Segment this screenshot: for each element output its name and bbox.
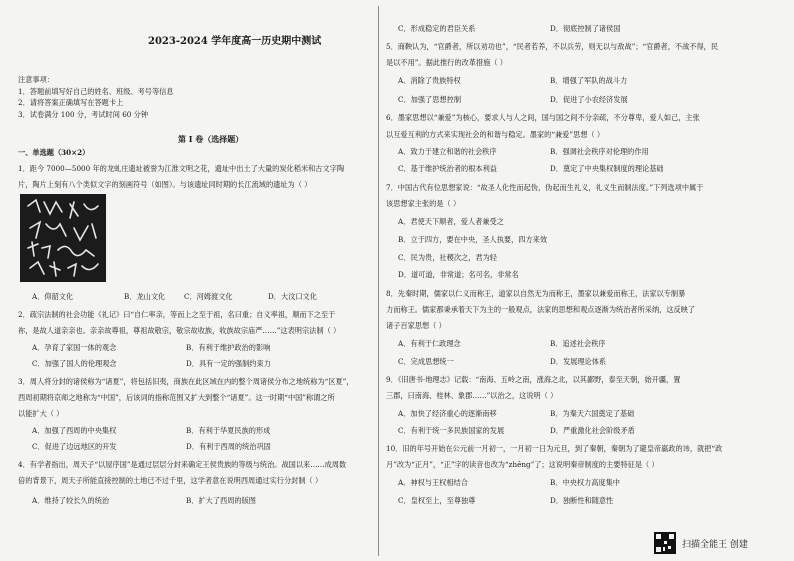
scanner-watermark: 扫描全能王 创建 bbox=[682, 540, 748, 550]
option: B．为秦天六国奠定了基础 bbox=[550, 409, 635, 418]
option: C．基于维护统治者的根本利益 bbox=[398, 164, 497, 173]
question-line: 力而称王。儒家都秉承着天下为主的一般观点，法家的思想和观点逐渐为统治者所采纳，这反映了 bbox=[386, 305, 696, 314]
question-line: 3．周人将分封的诸侯称为“诸夏”，将包括旧夷，商族在此区域在内的整个周诸侯分布之地统称为“区夏”， bbox=[18, 377, 354, 386]
option: A．加强了西周的中央集权 bbox=[32, 426, 117, 435]
right-column bbox=[382, 0, 794, 561]
question-line: 1．距今 7000—5000 年的龙虬庄遗址被誉为江淮文明之花，遗址中出土了大量的炭化稻米和古文字陶 bbox=[18, 164, 345, 173]
option: D．彻底控制了诸侯国 bbox=[550, 24, 621, 33]
part-heading: 一、单选题（30×2） bbox=[18, 148, 90, 157]
notice-item: 2．请将答案正确填写在答题卡上 bbox=[18, 98, 124, 107]
question-line: 8．先秦时期，儒家以仁义而称王，道家以自然无为而称王，墨家以兼爱而称王，法家以专制暴 bbox=[386, 289, 686, 298]
question-line: 诸子百家思想（ ） bbox=[386, 321, 446, 330]
option: D．严重激化社会阶级矛盾 bbox=[550, 426, 635, 435]
option: C．完成思想统一 bbox=[398, 357, 454, 366]
question-line: 片，陶片上刻有八个类似文字的刻画符号（如图）。与该遗址同时期的长江流域的遗址为（ ） bbox=[18, 180, 312, 189]
question-line: 倍的背景下，周天子所能直接控制的土地已不过千里，这学者意在说明西周通过实行分封制（ ） bbox=[18, 476, 323, 485]
question-line: 以互爱互利的方式来实现社会的和谐与稳定。墨家的“兼爱”思想（ ） bbox=[386, 130, 605, 139]
option: B．龙山文化 bbox=[124, 292, 166, 301]
question-line: 西周初期将京师之地称为“中国”，后该词的指称范围又扩大到整个“诸夏”。这一时期“中国”称谓之所 bbox=[18, 393, 335, 402]
option: D．独断性和随意性 bbox=[550, 496, 614, 505]
option: C．加强了国人的伦理观念 bbox=[32, 359, 117, 368]
question-line: 5．商鞅认为，“官爵者，所以劝功也”，“民者若养，不以兵劳，则无以与敌战”；“官爵者，不战不得，民 bbox=[386, 42, 719, 51]
option: B．有利于维护政治的影响 bbox=[186, 343, 271, 352]
option: A．维持了较长久的统治 bbox=[32, 496, 110, 505]
notice-heading: 注意事项： bbox=[18, 75, 54, 84]
question-line: 7．中国古代有位思想家说：“故圣人化性而起伪，伪起而生礼义，礼义生而制法度。”下列选项中属于 bbox=[386, 183, 704, 192]
section-title: 第 I 卷（选择题） bbox=[178, 134, 244, 144]
option: A．致力于建立和谐的社会秩序 bbox=[398, 147, 497, 156]
option: A．孕育了家国一体的观念 bbox=[32, 343, 117, 352]
option: D．发展理论体系 bbox=[550, 357, 607, 366]
question-line: 9．《旧唐书·地理志》记载：“南海、五岭之南，涨海之北，以其鄙野，泰至天朝，始开疆，置 bbox=[386, 375, 681, 384]
question-line: 10．旧的年号开始在公元前一月初一，一月初一日为元旦，到了秦朝，秦朝为了避皇帝嬴政的讳，就把“政 bbox=[386, 444, 723, 453]
option: C．民为贵，社稷次之，君为轻 bbox=[398, 253, 497, 262]
option: C．形成稳定的君臣关系 bbox=[398, 24, 476, 33]
option: B．有利于华夏民族的形成 bbox=[186, 426, 271, 435]
option: D．有利于西周的统治巩固 bbox=[186, 442, 271, 451]
qr-code-icon bbox=[654, 532, 676, 554]
option: A．有利于仁政理念 bbox=[398, 339, 461, 348]
option: A．仰韶文化 bbox=[32, 292, 74, 301]
question-line: 以能扩大（ ） bbox=[18, 409, 64, 418]
option: A．神权与王权相结合 bbox=[398, 478, 468, 487]
question-line: 2．疏宗法制的社会功能《礼记》曰“自仁率亲，等而上之至于祖，名曰重；自义率祖，顺而下之至于 bbox=[18, 310, 336, 319]
option: C．促进了边远地区的开发 bbox=[32, 442, 117, 451]
question-line: 6．墨家思想以“兼爱”为核心，要求人与人之间，国与国之间不分亲疏，不分尊卑，爱人如己，主张 bbox=[386, 113, 700, 122]
option: D．大汶口文化 bbox=[268, 292, 317, 301]
option: C．皇权至上，至尊独尊 bbox=[398, 496, 476, 505]
question-line: 是以不用”。据此推行的改革措施（ ） bbox=[386, 58, 507, 67]
notice-item: 3．试卷满分 100 分，考试时间 60 分钟 bbox=[18, 110, 149, 119]
question-line: 月”改为“正月”，“正”字的读音也改为“zhēng”了；这说明秦帝制度的主要特征是（ ） bbox=[386, 460, 659, 469]
option: C．有利于统一多民族国家的发展 bbox=[398, 426, 505, 435]
option: C．河姆渡文化 bbox=[184, 292, 233, 301]
option: B．增强了军队的战斗力 bbox=[550, 76, 628, 85]
column-divider bbox=[378, 6, 379, 556]
option: B．立于四方，要在中央，圣人执要，四方来效 bbox=[398, 235, 548, 244]
question-line: 祢，是故人道亲亲也。亲亲故尊祖，尊祖故敬宗，敬宗故收族，收族故宗庙严……”这表明宗法制（ ） bbox=[18, 326, 341, 335]
page-title: 2023-2024 学年度高一历史期中测试 bbox=[148, 36, 322, 47]
option: B．扩大了西周的版图 bbox=[186, 496, 256, 505]
option: B．强调社会秩序对伦理的作用 bbox=[550, 147, 649, 156]
option: D．促进了小农经济发展 bbox=[550, 95, 628, 104]
option: A．消除了贵族特权 bbox=[398, 76, 461, 85]
left-column bbox=[0, 0, 375, 561]
notice-item: 1．答题前填写好自己的姓名、班级、考号等信息 bbox=[18, 87, 174, 96]
option: D．具有一定的强制约束力 bbox=[186, 359, 271, 368]
option: C．加强了思想控制 bbox=[398, 95, 462, 104]
option: A．君使天下顺者，爱人者兼受之 bbox=[398, 217, 504, 226]
option: B．中央权力高度集中 bbox=[550, 478, 620, 487]
question-line: 三郡，曰南海、桂林、象郡……”以治之，这说明（ ） bbox=[386, 391, 558, 400]
option: D．奠定了中央集权制度的理论基础 bbox=[550, 164, 664, 173]
option: B．追述社会秩序 bbox=[550, 339, 606, 348]
question-line: 4．有学者指出，周天子“以屋序国”是通过层层分封来确定王侯贵族的等级与统治。战国以来……成周数 bbox=[18, 460, 347, 469]
option: A．加快了经济重心的逐渐南移 bbox=[398, 409, 497, 418]
option: D．道可道，非常道；名可名，非常名 bbox=[398, 270, 519, 279]
pottery-symbols-image bbox=[20, 194, 106, 282]
question-line: 该思想家主张的是（ ） bbox=[386, 199, 461, 208]
